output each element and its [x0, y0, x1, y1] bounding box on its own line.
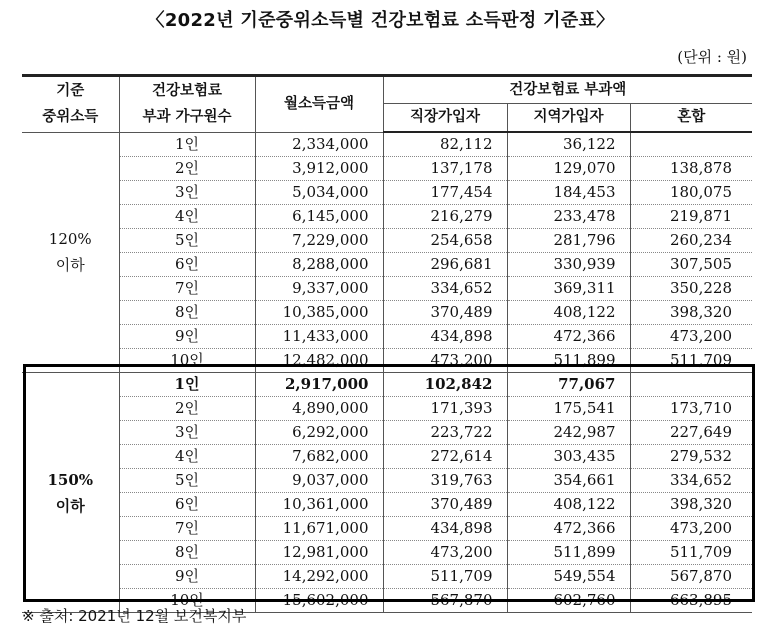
header-monthly-income: 월소득금액 — [255, 76, 383, 133]
regional-premium-cell: 511,899 — [507, 349, 630, 373]
table-row — [22, 132, 752, 157]
household-size-cell: 2인 — [119, 157, 255, 181]
header-median-income-line2: 중위소득 — [42, 109, 99, 126]
monthly-income-cell: 8,288,000 — [255, 253, 383, 277]
regional-premium-cell: 602,760 — [507, 589, 630, 613]
household-size-cell: 1인 — [119, 373, 255, 397]
table-row — [22, 205, 752, 229]
mixed-premium-cell: 398,320 — [630, 493, 752, 517]
employee-premium-cell: 370,489 — [383, 493, 507, 517]
header-employee: 직장가입자 — [383, 104, 507, 133]
monthly-income-cell: 15,602,000 — [255, 589, 383, 613]
employee-premium-cell: 102,842 — [383, 373, 507, 397]
group-label-line1: 120% — [48, 230, 92, 249]
mixed-premium-cell: 663,895 — [630, 589, 752, 613]
header-household-line1: 건강보험료 — [151, 83, 223, 100]
monthly-income-cell: 10,385,000 — [255, 301, 383, 325]
mixed-premium-cell: 334,652 — [630, 469, 752, 493]
source-note: ※ 출처: 2021년 12월 보건복지부 — [22, 607, 247, 625]
regional-premium-cell: 129,070 — [507, 157, 630, 181]
income-criteria-table — [22, 74, 752, 613]
employee-premium-cell: 216,279 — [383, 205, 507, 229]
regional-premium-cell: 281,796 — [507, 229, 630, 253]
group-label-line1: 150% — [47, 470, 94, 489]
household-size-cell: 1인 — [119, 132, 255, 157]
table-row — [22, 541, 752, 565]
table-row — [22, 349, 752, 373]
regional-premium-cell: 175,541 — [507, 397, 630, 421]
table-row — [22, 397, 752, 421]
household-size-cell: 9인 — [119, 565, 255, 589]
mixed-premium-cell: 260,234 — [630, 229, 752, 253]
table-row — [22, 325, 752, 349]
regional-premium-cell: 36,122 — [507, 132, 630, 157]
mixed-premium-cell: 567,870 — [630, 565, 752, 589]
employee-premium-cell: 434,898 — [383, 517, 507, 541]
table-row — [22, 517, 752, 541]
employee-premium-cell: 334,652 — [383, 277, 507, 301]
regional-premium-cell: 354,661 — [507, 469, 630, 493]
monthly-income-cell: 5,034,000 — [255, 181, 383, 205]
household-size-cell: 7인 — [119, 517, 255, 541]
document-title: 〈2022년 기준중위소득별 건강보험료 소득판정 기준표〉 — [146, 10, 615, 31]
mixed-premium-cell: 350,228 — [630, 277, 752, 301]
employee-premium-cell: 254,658 — [383, 229, 507, 253]
monthly-income-cell: 9,337,000 — [255, 277, 383, 301]
household-size-cell: 3인 — [119, 421, 255, 445]
employee-premium-cell: 82,112 — [383, 132, 507, 157]
table-row — [22, 445, 752, 469]
employee-premium-cell: 370,489 — [383, 301, 507, 325]
unit-note: (단위 : 원) — [677, 48, 747, 66]
mixed-premium-cell — [630, 132, 752, 157]
household-size-cell: 4인 — [119, 445, 255, 469]
monthly-income-cell: 12,981,000 — [255, 541, 383, 565]
table-row — [22, 493, 752, 517]
table-row — [22, 157, 752, 181]
monthly-income-cell: 4,890,000 — [255, 397, 383, 421]
household-size-cell: 3인 — [119, 181, 255, 205]
employee-premium-cell: 137,178 — [383, 157, 507, 181]
mixed-premium-cell: 138,878 — [630, 157, 752, 181]
monthly-income-cell: 7,682,000 — [255, 445, 383, 469]
employee-premium-cell: 296,681 — [383, 253, 507, 277]
employee-premium-cell: 272,614 — [383, 445, 507, 469]
household-size-cell: 5인 — [119, 229, 255, 253]
table-row — [22, 181, 752, 205]
header-premium: 건강보험료 부과액 — [383, 76, 752, 104]
employee-premium-cell: 511,709 — [383, 565, 507, 589]
monthly-income-cell: 6,292,000 — [255, 421, 383, 445]
regional-premium-cell: 184,453 — [507, 181, 630, 205]
monthly-income-cell: 2,917,000 — [255, 373, 383, 397]
table-row — [22, 373, 752, 397]
monthly-income-cell: 11,433,000 — [255, 325, 383, 349]
monthly-income-cell: 11,671,000 — [255, 517, 383, 541]
mixed-premium-cell: 227,649 — [630, 421, 752, 445]
monthly-income-cell: 3,912,000 — [255, 157, 383, 181]
monthly-income-cell: 10,361,000 — [255, 493, 383, 517]
monthly-income-cell: 14,292,000 — [255, 565, 383, 589]
household-size-cell: 6인 — [119, 253, 255, 277]
household-size-cell: 6인 — [119, 493, 255, 517]
household-size-cell: 4인 — [119, 205, 255, 229]
employee-premium-cell: 171,393 — [383, 397, 507, 421]
household-size-cell: 10인 — [119, 589, 255, 613]
group-label-line2: 이하 — [55, 496, 85, 515]
monthly-income-cell: 2,334,000 — [255, 132, 383, 157]
group-label — [22, 373, 119, 613]
household-size-cell: 9인 — [119, 325, 255, 349]
household-size-cell: 5인 — [119, 469, 255, 493]
mixed-premium-cell: 173,710 — [630, 397, 752, 421]
mixed-premium-cell: 473,200 — [630, 325, 752, 349]
group-label-line2: 이하 — [55, 256, 85, 275]
regional-premium-cell: 330,939 — [507, 253, 630, 277]
mixed-premium-cell: 219,871 — [630, 205, 752, 229]
household-size-cell: 10인 — [119, 349, 255, 373]
mixed-premium-cell: 398,320 — [630, 301, 752, 325]
household-size-cell: 8인 — [119, 301, 255, 325]
monthly-income-cell: 6,145,000 — [255, 205, 383, 229]
employee-premium-cell: 223,722 — [383, 421, 507, 445]
regional-premium-cell: 549,554 — [507, 565, 630, 589]
employee-premium-cell: 567,870 — [383, 589, 507, 613]
table-row — [22, 301, 752, 325]
mixed-premium-cell: 180,075 — [630, 181, 752, 205]
mixed-premium-cell: 473,200 — [630, 517, 752, 541]
regional-premium-cell: 242,987 — [507, 421, 630, 445]
regional-premium-cell: 472,366 — [507, 517, 630, 541]
header-mixed: 혼합 — [630, 104, 752, 133]
regional-premium-cell: 408,122 — [507, 493, 630, 517]
regional-premium-cell: 303,435 — [507, 445, 630, 469]
header-regional: 지역가입자 — [507, 104, 630, 133]
table-body — [22, 132, 752, 613]
monthly-income-cell: 9,037,000 — [255, 469, 383, 493]
table-row — [22, 277, 752, 301]
employee-premium-cell: 473,200 — [383, 349, 507, 373]
regional-premium-cell: 233,478 — [507, 205, 630, 229]
household-size-cell: 8인 — [119, 541, 255, 565]
regional-premium-cell: 472,366 — [507, 325, 630, 349]
mixed-premium-cell: 307,505 — [630, 253, 752, 277]
monthly-income-cell: 12,482,000 — [255, 349, 383, 373]
header-household-size — [119, 76, 255, 133]
employee-premium-cell: 177,454 — [383, 181, 507, 205]
household-size-cell: 7인 — [119, 277, 255, 301]
employee-premium-cell: 319,763 — [383, 469, 507, 493]
mixed-premium-cell: 511,709 — [630, 541, 752, 565]
mixed-premium-cell: 279,532 — [630, 445, 752, 469]
header-median-income-line1: 기준 — [56, 83, 85, 100]
regional-premium-cell: 77,067 — [507, 373, 630, 397]
household-size-cell: 2인 — [119, 397, 255, 421]
table-row — [22, 229, 752, 253]
regional-premium-cell: 408,122 — [507, 301, 630, 325]
mixed-premium-cell: 511,709 — [630, 349, 752, 373]
group-label — [22, 132, 119, 373]
regional-premium-cell: 511,899 — [507, 541, 630, 565]
table-row — [22, 421, 752, 445]
table-row — [22, 565, 752, 589]
monthly-income-cell: 7,229,000 — [255, 229, 383, 253]
header-household-line2: 부과 가구원수 — [142, 109, 232, 126]
regional-premium-cell: 369,311 — [507, 277, 630, 301]
table-row — [22, 253, 752, 277]
mixed-premium-cell — [630, 373, 752, 397]
employee-premium-cell: 473,200 — [383, 541, 507, 565]
table-row — [22, 469, 752, 493]
header-median-income — [22, 76, 119, 133]
employee-premium-cell: 434,898 — [383, 325, 507, 349]
